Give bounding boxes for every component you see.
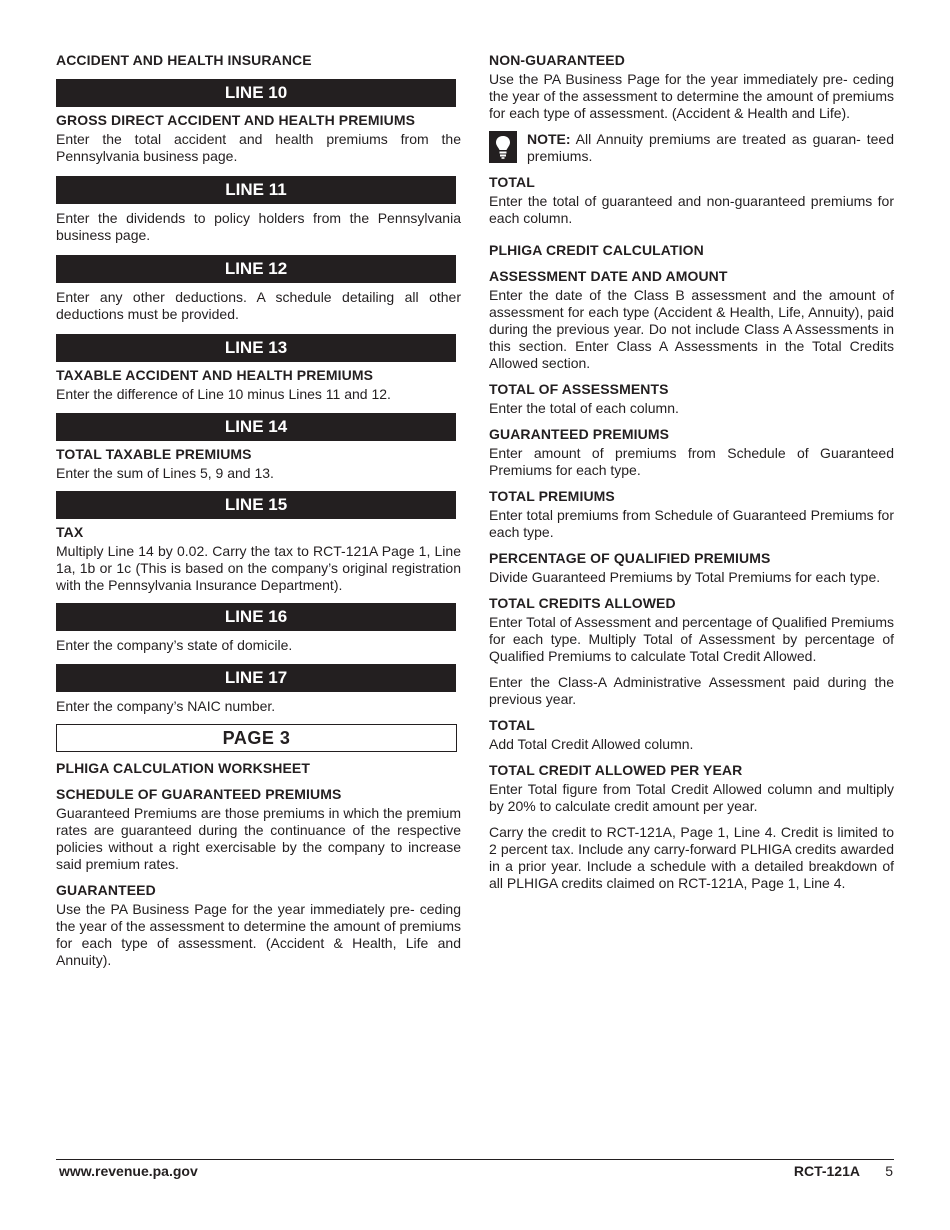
line-15-bar: LINE 15 (56, 491, 456, 519)
total-premiums-text: Enter total premiums from Schedule of Guaranteed Premiums for each type. (489, 507, 894, 540)
footer-form-number: RCT-121A (793, 1163, 860, 1179)
footer-page-number: 5 (885, 1163, 893, 1179)
total-credit-heading: TOTAL (489, 717, 535, 733)
line-11-bar: LINE 11 (56, 176, 456, 204)
percentage-text: Divide Guaranteed Premiums by Total Premiums for each type. (489, 569, 881, 585)
lightbulb-icon (489, 131, 517, 163)
footer-url: www.revenue.pa.gov (59, 1163, 198, 1179)
note-text-block (527, 131, 894, 165)
per-year-heading: TOTAL CREDIT ALLOWED PER YEAR (489, 762, 743, 778)
per-year-text: Enter Total figure from Total Credit Allowed column and multiply by 20% to calculate credit amount per year. (489, 781, 894, 814)
section-title: ACCIDENT AND HEALTH INSURANCE (56, 52, 312, 68)
line-13-text: Enter the difference of Line 10 minus Lines 11 and 12. (56, 386, 391, 402)
guaranteed-text: Use the PA Business Page for the year immediately pre- ceding the year of the assessment to determine the amount of premiums for each type of assessment. (Accident & Health, Life and Annuity). (56, 901, 461, 968)
percentage-heading: PERCENTAGE OF QUALIFIED PREMIUMS (489, 550, 771, 566)
total-credit-text: Add Total Credit Allowed column. (489, 736, 694, 752)
line-15-text: Multiply Line 14 by 0.02. Carry the tax to RCT-121A Page 1, Line 1a, 1b or 1c (This is based on the company’s original registration with the Pennsylvania Insurance Department). (56, 543, 461, 593)
assessment-heading: ASSESSMENT DATE AND AMOUNT (489, 268, 728, 284)
page-3-box: PAGE 3 (56, 724, 457, 752)
line-14-text: Enter the sum of Lines 5, 9 and 13. (56, 465, 274, 481)
schedule-heading: SCHEDULE OF GUARANTEED PREMIUMS (56, 786, 342, 802)
right-column (489, 52, 894, 892)
page-footer (56, 1159, 894, 1182)
line-14-heading: TOTAL TAXABLE PREMIUMS (56, 446, 252, 462)
note-block (489, 131, 894, 165)
total-text: Enter the total of guaranteed and non-guaranteed premiums for each column. (489, 193, 894, 226)
total-assessments-text: Enter the total of each column. (489, 400, 679, 416)
line-14-bar: LINE 14 (56, 413, 456, 441)
line-10-text: Enter the total accident and health premiums from the Pennsylvania business page. (56, 131, 461, 164)
worksheet-heading: PLHIGA CALCULATION WORKSHEET (56, 760, 311, 776)
line-17-bar: LINE 17 (56, 664, 456, 692)
credits-allowed-text: Enter Total of Assessment and percentage of Qualified Premiums for each type. Multiply Total of Assessment by percentage of Qualified Premiums to calculate Total Credit Allowed. (489, 614, 894, 664)
line-16-text: Enter the company’s state of domicile. (56, 637, 293, 653)
total-assessments-heading: TOTAL OF ASSESSMENTS (489, 381, 669, 397)
line-10-bar: LINE 10 (56, 79, 456, 107)
carry-text: Carry the credit to RCT-121A, Page 1, Line 4. Credit is limited to 2 percent tax. Include any carry-forward PLHIGA credits awarded in a prior year. Include a schedule with a detailed breakdown of all PLHIGA credits claimed on RCT-121A, Page 1, Line 4. (489, 824, 894, 891)
credit-calculation-heading: PLHIGA CREDIT CALCULATION (489, 242, 704, 258)
total-heading: TOTAL (489, 174, 535, 190)
note-text: All Annuity premiums are treated as guaran- teed premiums. (527, 131, 894, 164)
nonguaranteed-text: Use the PA Business Page for the year immediately pre- ceding the year of the assessment to determine the amount of premiums for each type of assessment. (Accident & Health and Life). (489, 71, 894, 121)
class-a-text: Enter the Class-A Administrative Assessment paid during the previous year. (489, 674, 894, 707)
left-column (56, 52, 461, 969)
line-15-heading: TAX (56, 524, 84, 540)
credits-allowed-heading: TOTAL CREDITS ALLOWED (489, 595, 676, 611)
line-17-text: Enter the company’s NAIC number. (56, 698, 276, 714)
total-premiums-heading: TOTAL PREMIUMS (489, 488, 615, 504)
nonguaranteed-heading: NON-GUARANTEED (489, 52, 625, 68)
schedule-text: Guaranteed Premiums are those premiums in which the premium rates are guaranteed during the continuance of the respective policies without a right exercisable by the company to increase said premium rates. (56, 805, 461, 872)
line-11-text: Enter the dividends to policy holders from the Pennsylvania business page. (56, 210, 461, 243)
guaranteed-premiums-heading: GUARANTEED PREMIUMS (489, 426, 670, 442)
note-label: NOTE: (527, 131, 571, 147)
line-16-bar: LINE 16 (56, 603, 456, 631)
guaranteed-premiums-text: Enter amount of premiums from Schedule of Guaranteed Premiums for each type. (489, 445, 894, 478)
line-13-bar: LINE 13 (56, 334, 456, 362)
line-12-bar: LINE 12 (56, 255, 456, 283)
assessment-text: Enter the date of the Class B assessment and the amount of assessment for each type (Accident & Health, Life, Annuity), paid during the previous year. Do not include Class A Assessments in this section. Enter Class A Assessments in the Total Credits Allowed section. (489, 287, 894, 371)
line-12-text: Enter any other deductions. A schedule detailing all other deductions must be provided. (56, 289, 461, 322)
line-10-heading: GROSS DIRECT ACCIDENT AND HEALTH PREMIUMS (56, 112, 416, 128)
line-13-heading: TAXABLE ACCIDENT AND HEALTH PREMIUMS (56, 367, 374, 383)
guaranteed-heading: GUARANTEED (56, 882, 156, 898)
